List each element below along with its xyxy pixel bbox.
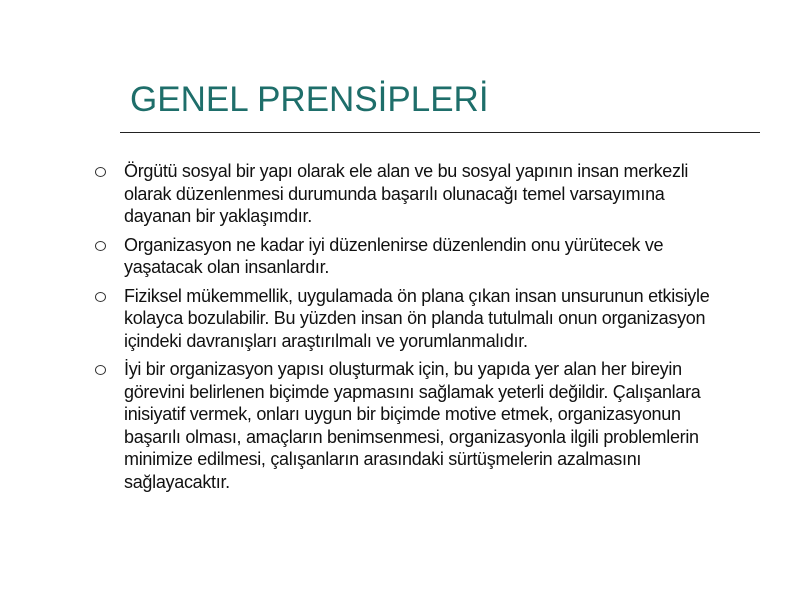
bullet-text-line: dayanan bir yaklaşımdır. [124, 206, 312, 226]
bullet-text-line: İyi bir organizasyon yapısı oluşturmak için, bu yapıda yer alan her bireyin [124, 359, 682, 379]
bullet-text-line: yaşatacak olan insanlardır. [124, 257, 330, 277]
bullet-item-1 [92, 160, 782, 228]
hollow-circle-icon [95, 365, 106, 375]
bullet-text-line: görevini belirlenen biçimde yapmasını sağlamak yeterli değildir. Çalışanlara [124, 381, 701, 402]
hollow-circle-icon [95, 292, 106, 302]
bullet-text-line: olarak düzenlenmesi durumunda başarılı olunacağı temel varsayımına [124, 183, 665, 204]
bullet-item-2 [92, 234, 782, 279]
slide-title: GENEL PRENSİPLERİ [130, 80, 489, 119]
bullet-item-4 [92, 358, 782, 493]
bullet-text-line: inisiyatif vermek, onları uygun bir biçimde motive etmek, organizasyonun [124, 404, 681, 424]
hollow-circle-icon [95, 167, 106, 177]
bullet-text-line: sağlayacaktır. [124, 471, 230, 492]
bullet-list [92, 160, 782, 499]
bullet-text-line: minimize edilmesi, çalışanların arasındaki sürtüşmelerin azalmasını [124, 449, 642, 469]
bullet-text-line: kolayca bozulabilir. Bu yüzden insan ön planda tutulmalı onun organizasyon [124, 308, 706, 328]
title-divider [120, 132, 760, 133]
bullet-text-line: Fiziksel mükemmellik, uygulamada ön plana çıkan insan unsurunun etkisiyle [124, 285, 710, 306]
bullet-item-3 [92, 285, 782, 353]
bullet-text-line: başarılı olması, amaçların benimsenmesi, organizasyonla ilgili problemlerin [124, 426, 699, 447]
bullet-text-line: Örgütü sosyal bir yapı olarak ele alan ve bu sosyal yapının insan merkezli [124, 161, 689, 181]
bullet-text-line: Organizasyon ne kadar iyi düzenlenirse düzenlendin onu yürütecek ve [124, 234, 664, 255]
hollow-circle-icon [95, 241, 106, 251]
bullet-text-line: içindeki davranışları araştırılmalı ve yorumlanmalıdır. [124, 330, 528, 351]
